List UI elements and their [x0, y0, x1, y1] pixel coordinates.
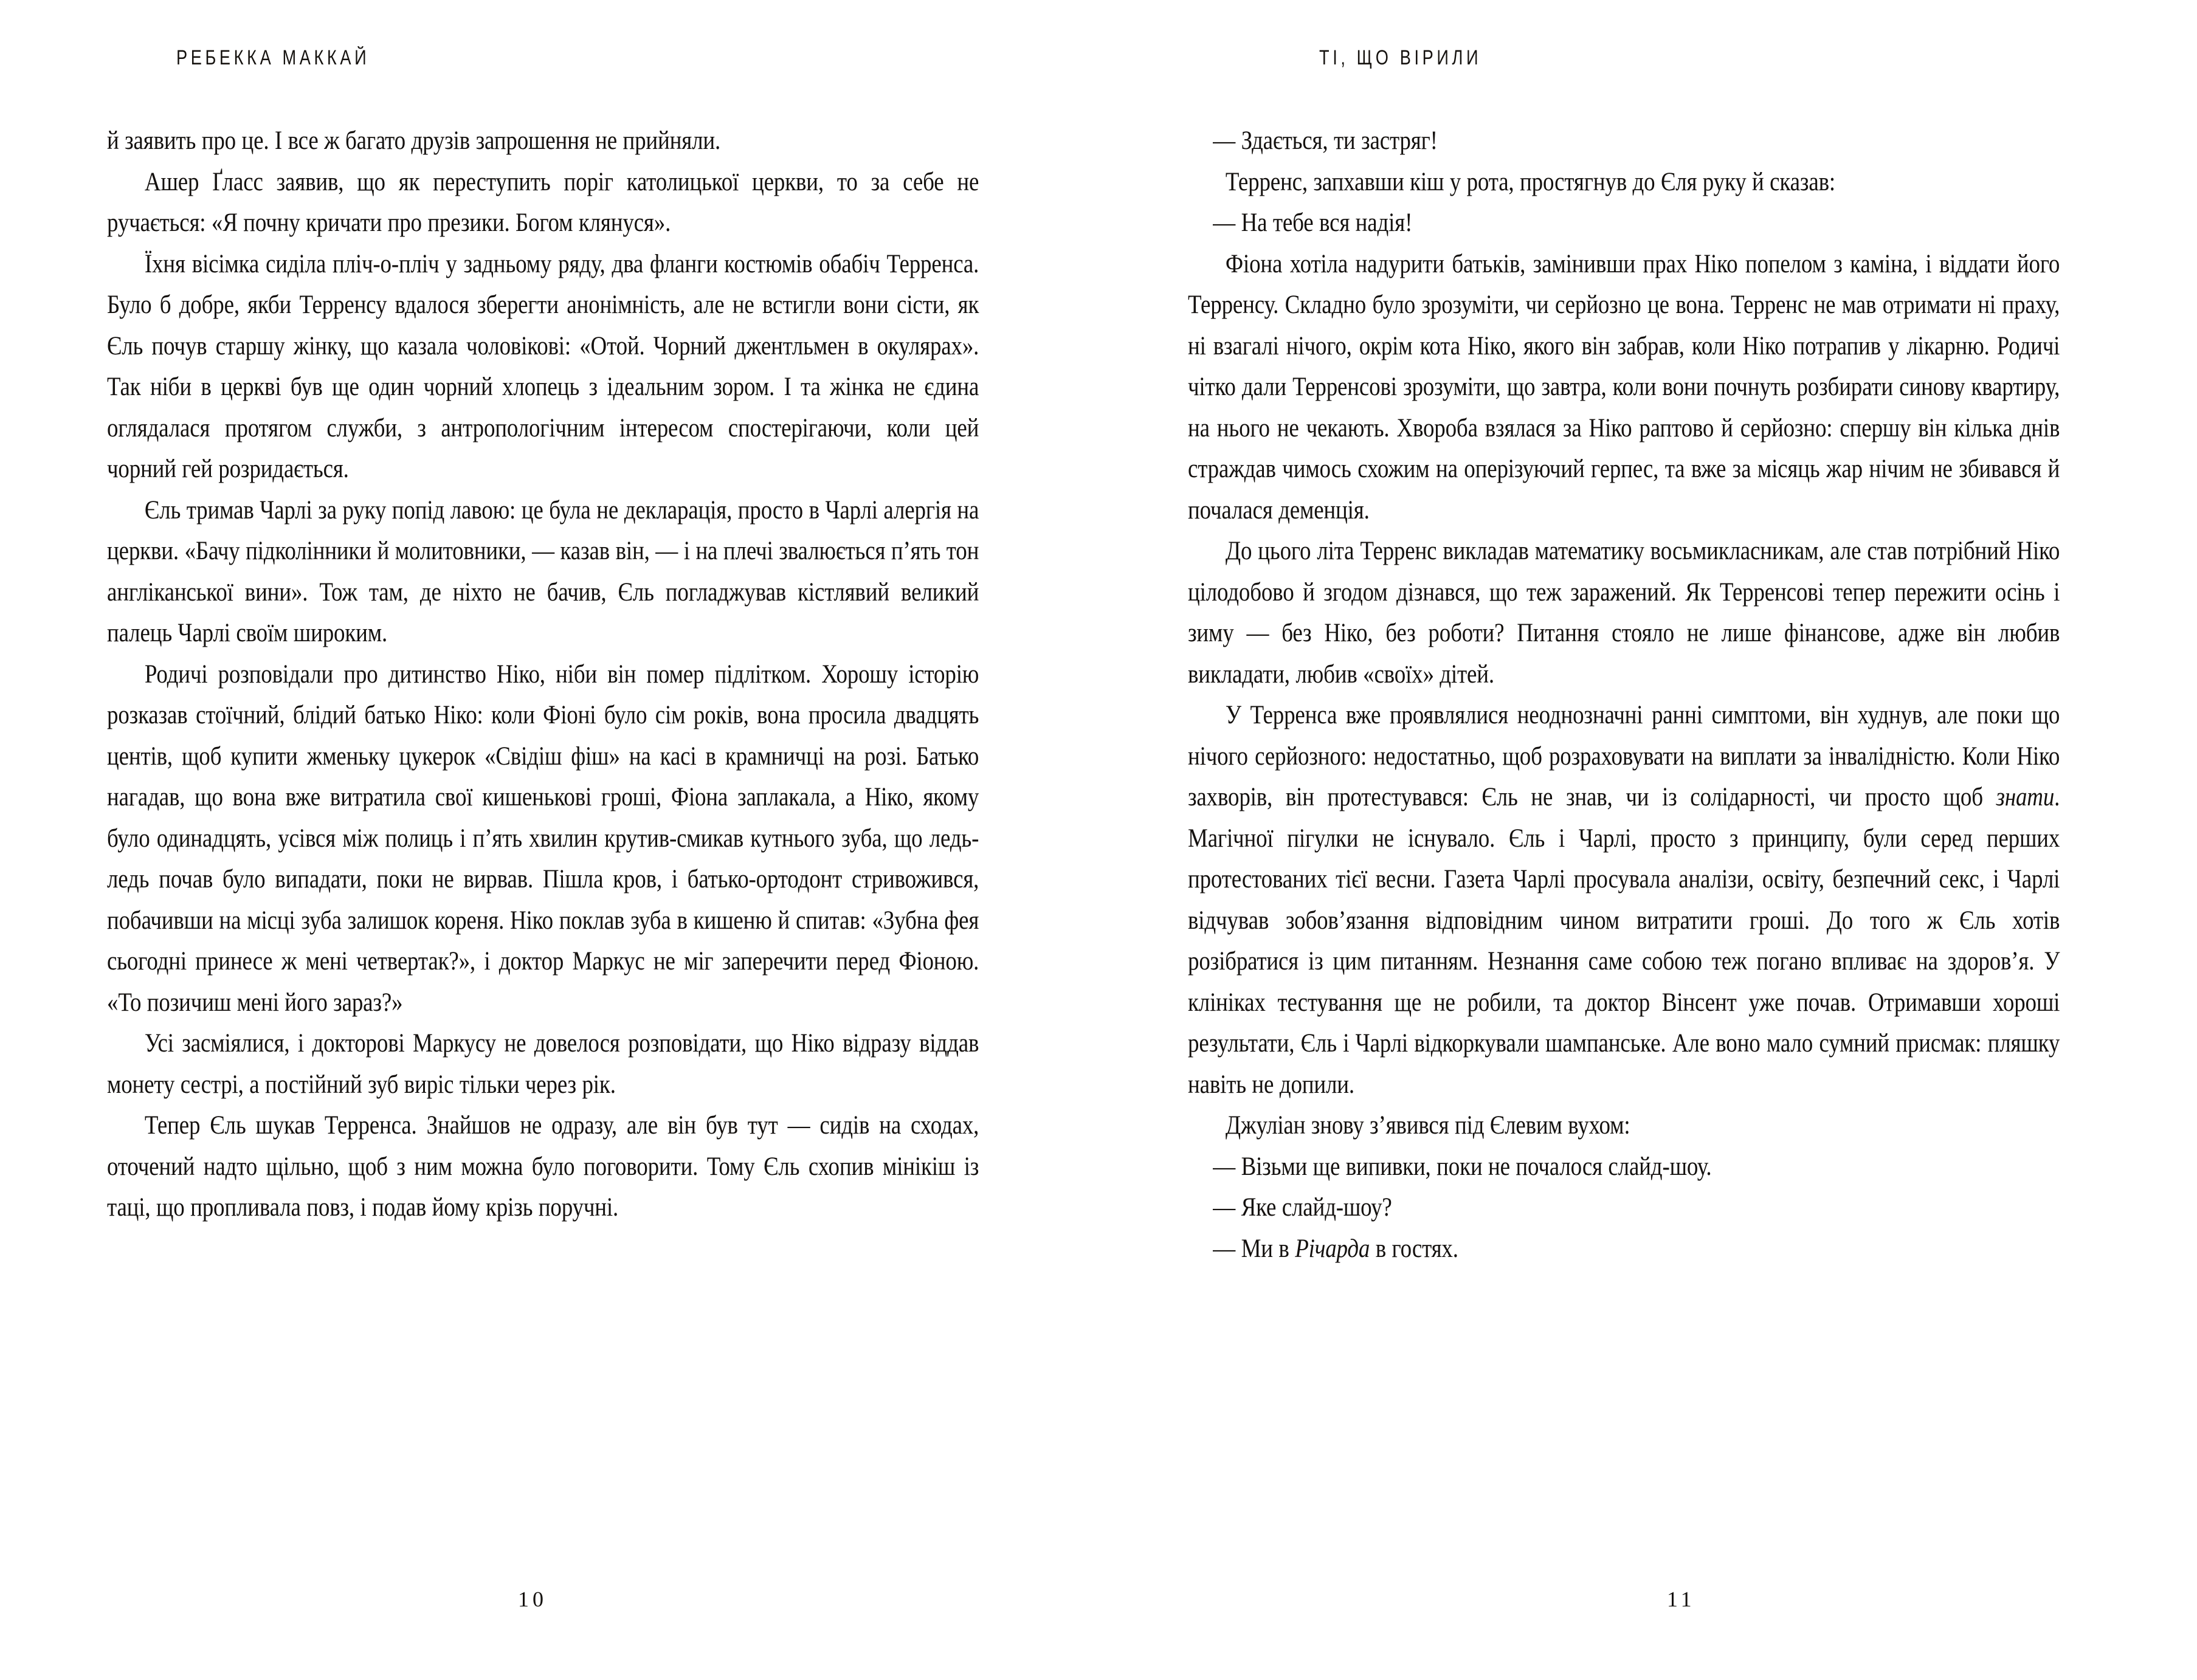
paragraph: Єль тримав Чарлі за руку попід лавою: це була не декларація, просто в Чарлі алергія на церкви. «Бачу підколінники й молитовники, — казав він, — і на плечі звалюється п’ять тон англіканської вини». Тож там, де ніхто не бачив, Єль погладжував кістлявий великий палець Чарлі своїм широким.: [107, 495, 979, 647]
paragraph: Їхня вісімка сиділа пліч-о-пліч у задньому ряду, два фланги костюмів обабіч Терренса. Було б добре, якби Терренсу вдалося зберегти анонімність, але не встигли вони сісти, як Єль почув старшу жінку, що казала чоловікові: «Отой. Чорний джентльмен в окулярах». Так ніби в церкві був ще один чорний хлопець з ідеальним зором. І та жінка не єдина оглядалася протягом служби, з антропологічним інтересом спостерігаючи, коли цей чорний гей розридається.: [107, 249, 979, 483]
emphasised-word: знати: [1996, 783, 2055, 811]
paragraph: й заявить про це. І все ж багато друзів запрошення не прийняли.: [107, 126, 721, 155]
text-columns: [0, 120, 2197, 1269]
dialogue-line: — Ми в Річарда в гостях.: [1213, 1234, 1458, 1263]
paragraph: Тепер Єль шукав Терренса. Знайшов не одразу, але він був тут — сидів на сходах, оточений надто щільно, щоб з ним можна було поговорити. Тому Єль схопив мінікіш із таці, що пропливала повз, і подав йому крізь поручні.: [107, 1111, 979, 1222]
paragraph: Родичі розповідали про дитинство Ніко, ніби він помер підлітком. Хорошу історію розказав стоїчний, блідий батько Ніко: коли Фіоні було сім років, вона просила двадцять центів, щоб купити жменьку цукерок «Свідіш фіш» на касі в крамничці на розі. Батько нагадав, що вона вже витратила свої кишенькові гроші, Фіона заплакала, а Ніко, якому було одинадцять, усівся між полиць і п’ять хвилин крутив-смикав кутнього зуба, що ледь-ледь почав було випадати, поки не вирвав. Пішла кров, і батько-ортодонт стривожився, побачивши на місці зуба залишок кореня. Ніко поклав зуба в кишеню й спитав: «Зубна фея сьогодні принесе ж мені четвертак?», і доктор Маркус не міг заперечити перед Фіоною. «То позичиш мені його зараз?»: [107, 659, 979, 1017]
paragraph: Ашер Ґласс заявив, що як переступить поріг католицької церкви, то за себе не ручається: «Я почну кричати про презики. Богом клянуся».: [107, 167, 979, 237]
dialogue-line: — Здається, ти застряг!: [1213, 126, 1438, 155]
dialogue-line: — На тебе вся надія!: [1213, 208, 1413, 237]
paragraph: Джуліан знову з’явився під Єлевим вухом:: [1225, 1111, 1630, 1140]
right-page-text-column: [1188, 120, 2060, 1269]
running-head-title: ТІ, ЩО ВІРИЛИ: [1319, 46, 1482, 69]
paragraph: У Терренса вже проявлялися неоднозначні ранні симптоми, він худнув, але поки що нічого серйозного: недостатньо, щоб розраховувати на виплати за інвалідністю. Коли Ніко захворів, він протестувався: Єль не знав, чи із солідарності, чи просто щоб знати. Магічної пігулки не існувало. Єль і Чарлі, просто з принципу, були серед перших протестованих тієї весни. Газета Чарлі просувала аналізи, освіту, безпечний секс, і Чарлі відчував зобов’язання відповідним чином витратити гроші. До того ж Єль хотів розібратися із цим питанням. Незнання саме собою теж погано впливає на здоров’я. У клініках тестування ще не робили, та доктор Вінсент уже почав. Отримавши хороші результати, Єль і Чарлі відкоркували шампанське. Але воно мало сумний присмак: пляшку навіть не допили.: [1188, 701, 2060, 1099]
page-number-left: 10: [518, 1587, 547, 1611]
paragraph: Терренс, запхавши кіш у рота, простягнув до Єля руку й сказав:: [1225, 167, 1835, 196]
emphasised-word: Річарда: [1295, 1234, 1370, 1263]
paragraph: Усі засміялися, і докторові Маркусу не довелося розповідати, що Ніко відразу віддав монету сестрі, а постійний зуб виріс тільки через рік.: [107, 1029, 979, 1099]
paragraph: Фіона хотіла надурити батьків, замінивши прах Ніко попелом з каміна, і віддати його Терренсу. Складно було зрозуміти, чи серйозно це вона. Терренс не мав отримати ні праху, ні взагалі нічого, окрім кота Ніко, якого він забрав, коли Ніко потрапив у лікарню. Родичі чітко дали Терренсові зрозуміти, що завтра, коли вони почнуть розбирати синову квартиру, на нього не чекають. Хвороба взялася за Ніко раптово й серйозно: спершу він кілька днів страждав чимось схожим на оперізуючий герпес, та вже за місяць жар нічим не збивався й почалася деменція.: [1188, 249, 2060, 525]
running-head-author: РЕБЕККА МАККАЙ: [176, 46, 370, 69]
paragraph: До цього літа Терренс викладав математику восьмикласникам, але став потрібний Ніко цілодобово й згодом дізнався, що теж заражений. Як Терренсові тепер пережити осінь і зиму — без Ніко, без роботи? Питання стояло не лише фінансове, адже він любив викладати, любив «своїх» дітей.: [1188, 537, 2060, 689]
left-page-text-column: [107, 120, 979, 1269]
dialogue-line: — Яке слайд-шоу?: [1213, 1193, 1392, 1222]
page-number-right: 11: [1667, 1587, 1695, 1611]
dialogue-line: — Візьми ще випивки, поки не почалося слайд-шоу.: [1213, 1152, 1712, 1181]
